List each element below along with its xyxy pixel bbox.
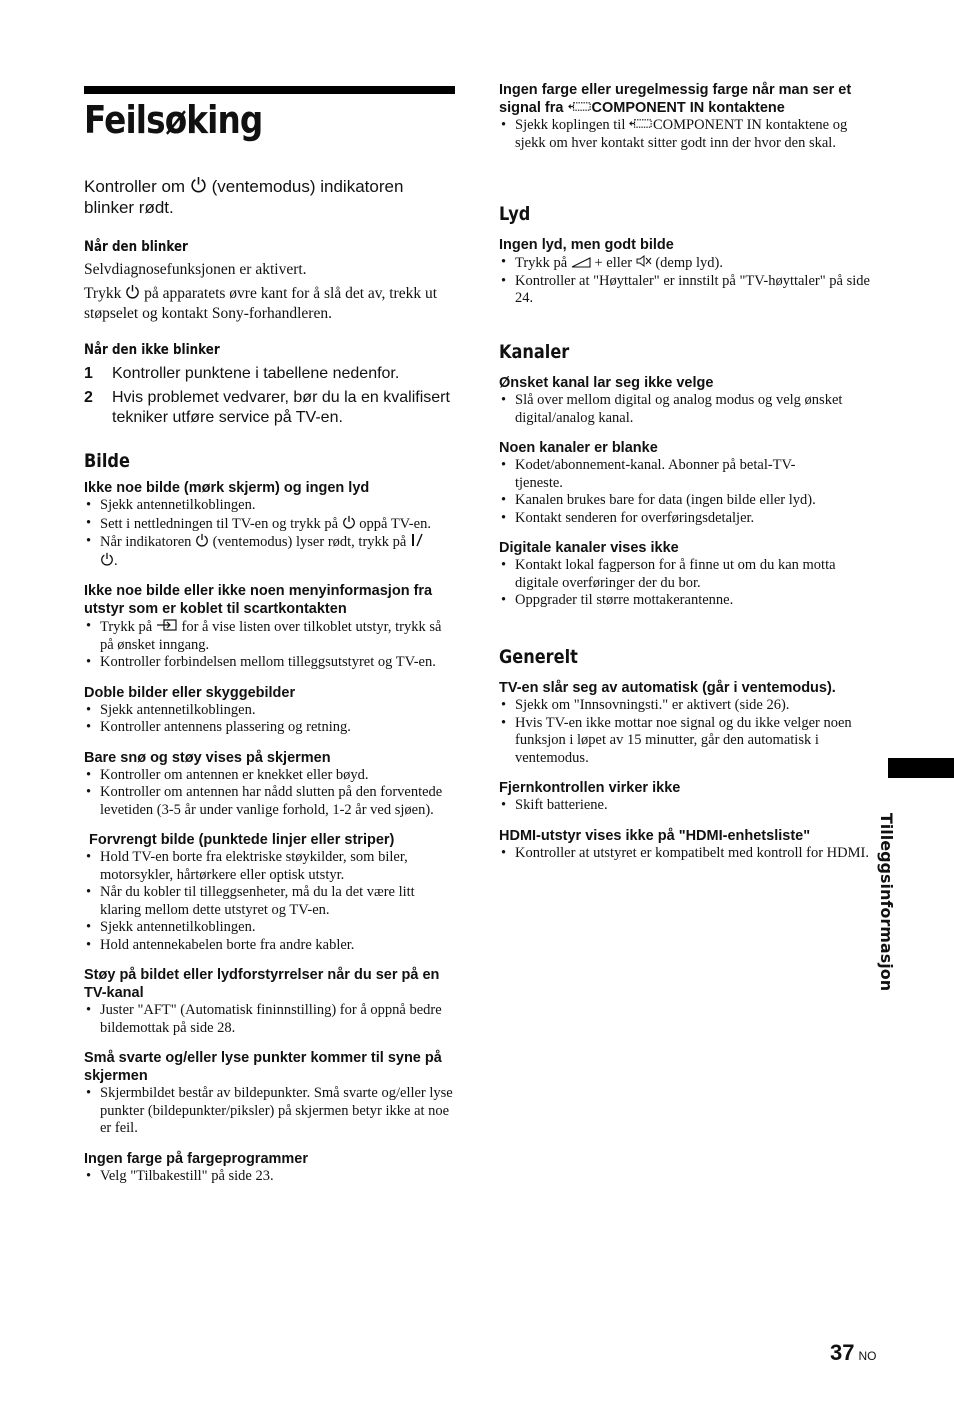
generelt-g3-heading: HDMI-utstyr vises ikke på "HDMI-enhetsliste" <box>499 827 811 844</box>
list-item: • Kontakt senderen for overføringsdetaljer. <box>499 510 871 528</box>
generelt-g2-list <box>499 797 871 815</box>
mute-icon <box>636 254 652 268</box>
list-item: • Oppgrader til større mottakerantenne. <box>499 592 871 610</box>
component-heading: Ingen farge eller uregelmessig farge når man ser et signal fra COMPONENT IN kontaktene <box>499 82 852 116</box>
list-item: • Hold TV-en borte fra elektriske støykilder, som biler, motorsykler, hårtørkere eller optisk utstyr. <box>84 849 456 884</box>
lyd-g1-heading: Ingen lyd, men godt bilde <box>499 237 674 253</box>
bilde-g2-heading: Ikke noe bilde eller ikke noen menyinformasjon fra utstyr som er koblet til scartkontakten <box>84 583 433 617</box>
bilde-g5-heading: Forvrengt bilde (punktede linjer eller striper) <box>89 832 395 848</box>
bilde-g3-list <box>84 702 456 737</box>
kanaler-g3-heading: Digitale kanaler vises ikke <box>499 540 679 556</box>
component-in-icon <box>629 117 653 130</box>
bilde-g3-heading: Doble bilder eller skyggebilder <box>84 684 296 701</box>
component-in-icon <box>568 100 592 113</box>
side-tab-marker <box>888 758 954 778</box>
lyd-g1-list <box>499 254 871 308</box>
list-item: • Sjekk antennetilkoblingen. <box>84 702 456 720</box>
list-item: • Kontroller om antennen har nådd slutten på den forventede levetiden (3-5 år under vanlige forhold, 1-2 år ved sjøen). <box>84 784 456 819</box>
kanaler-g1-list <box>499 392 871 427</box>
power-icon <box>342 515 356 529</box>
list-item: • Sjekk antennetilkoblingen. <box>84 497 456 515</box>
bilde-g5-list <box>84 849 456 954</box>
ikke-blinker-heading: Når den ikke blinker <box>84 342 220 358</box>
page-number: 37 NO <box>830 1340 877 1365</box>
bilde-g6-heading: Støy på bildet eller lydforstyrrelser når du ser på en TV-kanal <box>84 967 440 1001</box>
list-item: • Juster "AFT" (Automatisk fininnstilling) for å oppnå bedre bildemottak på side 28. <box>84 1002 456 1037</box>
step-1: 1 Kontroller punktene i tabellene nedenfor. <box>84 365 400 382</box>
list-item: • Når du kobler til tilleggsenheter, må du la det være litt klaring mellom dette utstyret og TV-en. <box>84 884 456 919</box>
list-item: • Kontroller antennens plassering og retning. <box>84 719 456 737</box>
list-item: • Sjekk antennetilkoblingen. <box>84 919 456 937</box>
generelt-g2-heading: Fjernkontrollen virker ikke <box>499 780 681 796</box>
intro-text: Kontroller om (ventemodus) indikatoren blinker rødt. <box>84 177 404 217</box>
title-rule <box>84 86 455 94</box>
page-lang: NO <box>858 1349 877 1363</box>
list-item: • Trykk på + eller (demp lyd). <box>499 254 871 273</box>
bilde-g4-heading: Bare snø og støy vises på skjermen <box>84 749 331 766</box>
bilde-g6-list <box>84 1002 456 1037</box>
blinker-p1: Selvdiagnosefunksjonen er aktivert. <box>84 261 307 278</box>
step-2: 2 Hvis problemet vedvarer, bør du la en kvalifisert tekniker utføre service på TV-en. <box>84 389 450 426</box>
volume-icon <box>571 256 591 268</box>
power-icon <box>195 533 209 547</box>
list-item: • Sjekk koplingen til COMPONENT IN kontaktene og sjekk om hver kontakt sitter godt inn der hvor den skal. <box>499 117 871 152</box>
power-icon <box>190 176 207 193</box>
generelt-g1-list <box>499 697 871 767</box>
list-item: • Trykk på for å vise listen over tilkoblet utstyr, trykk så på ønsket inngang. <box>84 618 456 654</box>
section-lyd: Lyd <box>499 203 531 225</box>
bilde-g1-list <box>84 497 456 570</box>
list-item: • Sjekk om "Innsovningsti." er aktivert (side 26). <box>499 697 871 715</box>
generelt-g1-heading: TV-en slår seg av automatisk (går i ventemodus). <box>499 680 836 696</box>
list-item: • Slå over mellom digital og analog modus og velg ønsket digital/analog kanal. <box>499 392 871 427</box>
list-item: • Kodet/abonnement-kanal. Abonner på betal-TV-tjeneste. <box>499 457 871 492</box>
list-item: • Kanalen brukes bare for data (ingen bilde eller lyd). <box>499 492 871 510</box>
kanaler-g2-list <box>499 457 871 527</box>
list-item: • Kontroller at "Høyttaler" er innstilt på "TV-høyttaler" på side 24. <box>499 273 871 308</box>
power-icon <box>125 284 140 299</box>
page-title: Feilsøking <box>84 98 263 142</box>
bilde-g1-heading: Ikke noe bilde (mørk skjerm) og ingen lyd <box>84 480 370 496</box>
section-generelt: Generelt <box>499 646 578 668</box>
list-item: • Hvis TV-en ikke mottar noe signal og du ikke velger noen funksjon i løpet av 15 minutter, går den automatisk i ventemodus. <box>499 715 871 768</box>
list-item: • Skift batteriene. <box>499 797 871 815</box>
input-select-icon <box>156 618 178 632</box>
power-icon <box>100 552 114 566</box>
section-bilde: Bilde <box>84 450 130 472</box>
list-item: • Når indikatoren (ventemodus) lyser rødt, trykk på . <box>84 533 456 570</box>
bilde-g7-list <box>84 1085 456 1138</box>
blinker-heading: Når den blinker <box>84 239 188 255</box>
bilde-g8-heading: Ingen farge på fargeprogrammer <box>84 1150 308 1167</box>
bilde-g4-list <box>84 767 456 820</box>
kanaler-g1-heading: Ønsket kanal lar seg ikke velge <box>499 375 714 391</box>
bilde-g8-list <box>84 1168 456 1186</box>
list-item: • Hold antennekabelen borte fra andre kabler. <box>84 937 456 955</box>
bilde-g2-list <box>84 618 456 672</box>
bilde-g7-heading: Små svarte og/eller lyse punkter kommer til syne på skjermen <box>84 1050 442 1084</box>
component-list <box>499 117 871 152</box>
kanaler-g3-list <box>499 557 871 610</box>
list-item: • Kontroller at utstyret er kompatibelt med kontroll for HDMI. <box>499 845 871 863</box>
generelt-g3-list <box>499 845 871 863</box>
kanaler-g2-heading: Noen kanaler er blanke <box>499 440 658 456</box>
on-standby-icon <box>410 533 424 547</box>
side-section-label: Tilleggsinformasjon <box>877 812 896 992</box>
section-kanaler: Kanaler <box>499 341 570 363</box>
list-item: • Kontroller om antennen er knekket eller bøyd. <box>84 767 456 785</box>
list-item: • Kontroller forbindelsen mellom tilleggsutstyret og TV-en. <box>84 654 456 672</box>
list-item: • Skjermbildet består av bildepunkter. Små svarte og/eller lyse punkter (bildepunkter/piksler) på skjermen betyr ikke at noe er feil. <box>84 1085 456 1138</box>
blinker-p2: Trykk på apparatets øvre kant for å slå det av, trekk ut støpselet og kontakt Sony-forhandleren. <box>84 285 438 322</box>
list-item: • Kontakt lokal fagperson for å finne ut om du kan motta digitale overføringer der du bor. <box>499 557 871 592</box>
list-item: • Velg "Tilbakestill" på side 23. <box>84 1168 456 1186</box>
list-item: • Sett i nettledningen til TV-en og trykk på oppå TV-en. <box>84 515 456 534</box>
